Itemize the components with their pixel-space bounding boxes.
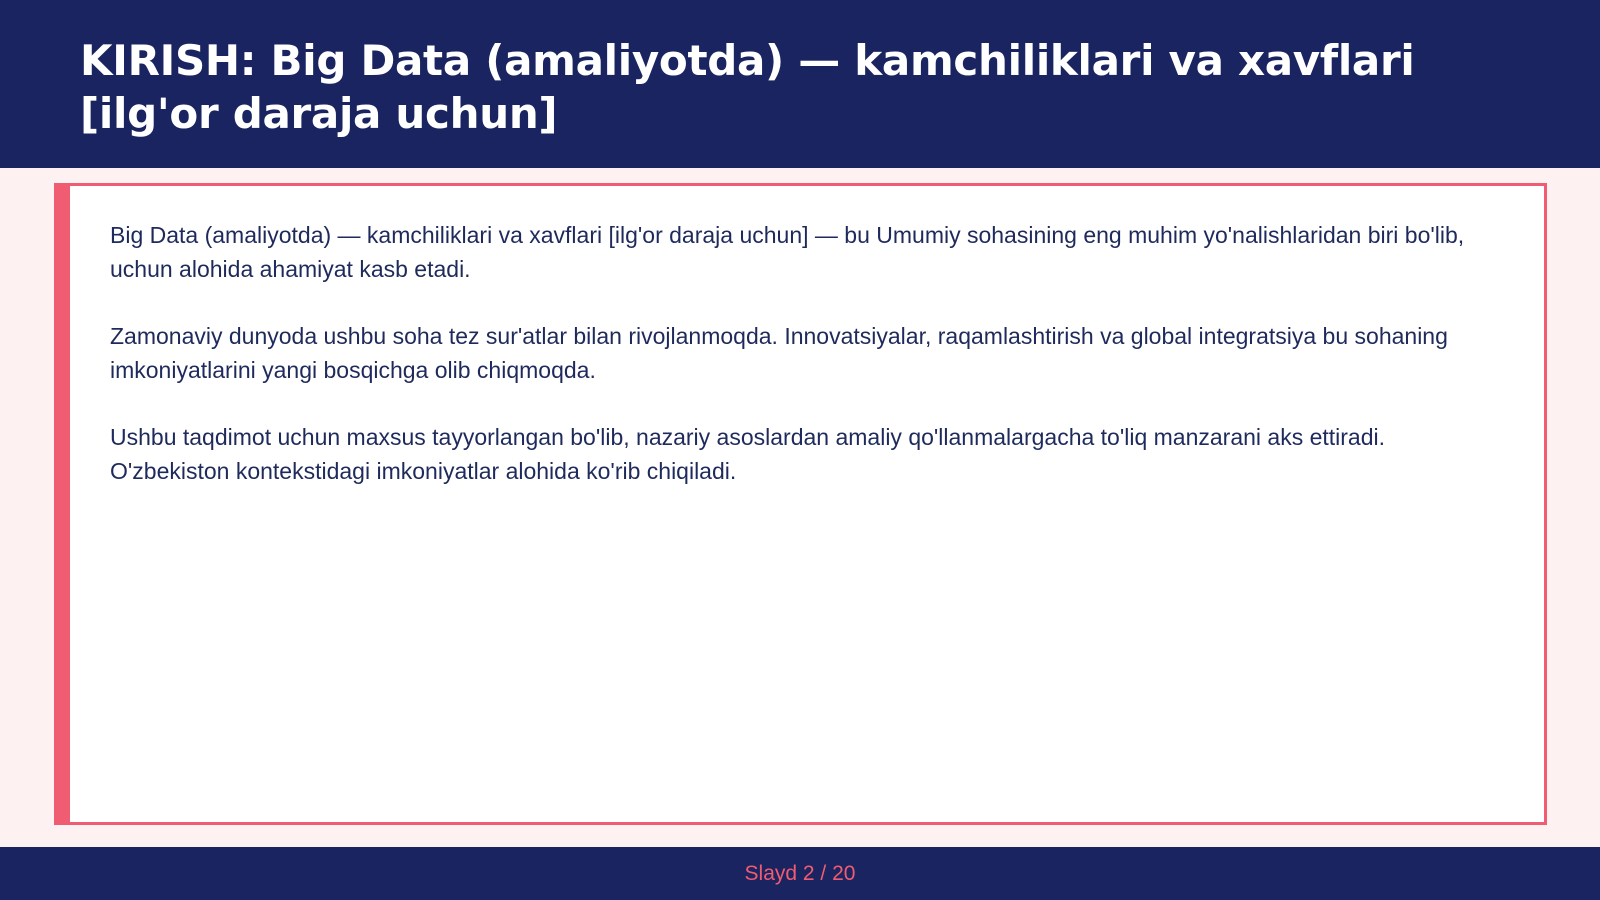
slide-footer	[0, 847, 1600, 900]
content-paragraph-1: Big Data (amaliyotda) — kamchiliklari va xavflari [ilg'or daraja uchun] — bu Umumiy sohasining eng muhim yo'nalishlaridan biri bo'lib, uchun alohida ahamiyat kasb etadi.	[110, 222, 1465, 282]
slide-content-card	[54, 183, 1547, 825]
slide-title: KIRISH: Big Data (amaliyotda) — kamchiliklari va xavflari [ilg'or daraja uchun]	[80, 36, 1415, 138]
slide-header	[0, 0, 1600, 168]
content-paragraph-3: Ushbu taqdimot uchun maxsus tayyorlangan bo'lib, nazariy asoslardan amaliy qo'llanmalargacha to'liq manzarani aks ettiradi. O'zbekiston kontekstidagi imkoniyatlar alohida ko'rib chiqiladi.	[110, 424, 1386, 484]
content-paragraph-2: Zamonaviy dunyoda ushbu soha tez sur'atlar bilan rivojlanmoqda. Innovatsiyalar, raqamlashtirish va global integratsiya bu sohaning imkoniyatlarini yangi bosqichga olib chiqmoqda.	[110, 323, 1448, 383]
slide-page-indicator: Slayd 2 / 20	[744, 861, 856, 885]
